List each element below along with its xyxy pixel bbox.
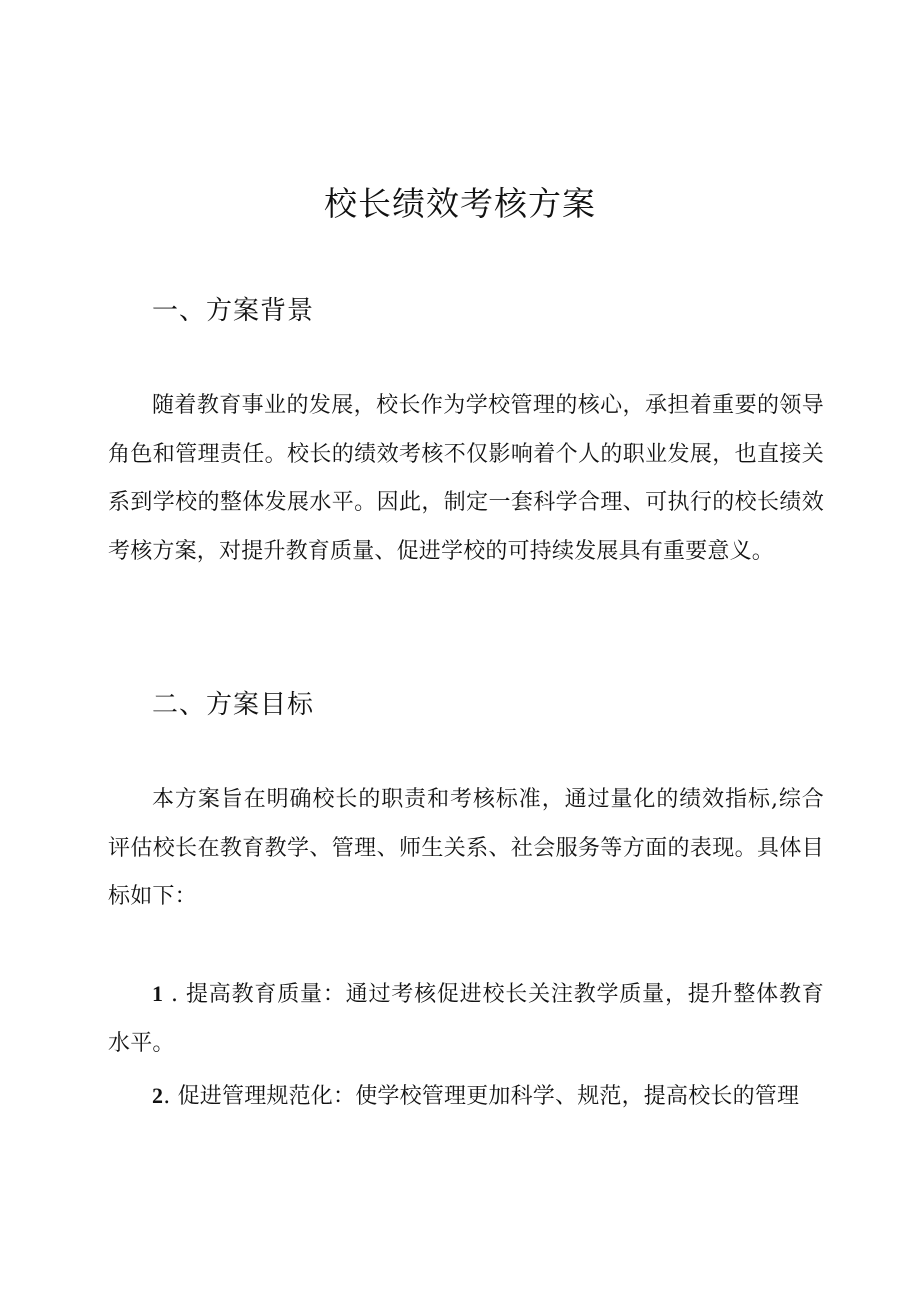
section-heading-background: 一、方案背景 — [152, 296, 315, 326]
list-item-separator: . — [163, 982, 186, 1007]
background-paragraph: 随着教育事业的发展，校长作为学校管理的核心，承担着重要的领导角色和管理责任。校长的绩效考核不仅影响着个人的职业发展，也直接关系到学校的整体发展水平。因此，制定一套科学合理、可执行的校长绩效考核方案，对提升教育质量、促进学校的可持续发展具有重要意义。 — [108, 393, 824, 564]
document-title: 校长绩效考核方案 — [324, 184, 596, 223]
list-item — [108, 970, 824, 1068]
list-item-number: 2 — [152, 1083, 164, 1108]
list-item-separator: . — [163, 1084, 178, 1109]
list-item-text: 提高教育质量：通过考核促进校长关注教学质量，提升整体教育水平。 — [108, 982, 824, 1056]
section-heading-goals: 二、方案目标 — [152, 690, 315, 720]
list-item-text: 促进管理规范化：使学校管理更加科学、规范，提高校长的管理 — [177, 1084, 800, 1109]
list-item — [108, 1072, 824, 1122]
list-item-number: 1 — [152, 981, 164, 1006]
goals-paragraph: 本方案旨在明确校长的职责和考核标准，通过量化的绩效指标,综合评估校长在教育教学、管理、师生关系、社会服务等方面的表现。具体目标如下： — [108, 787, 824, 909]
